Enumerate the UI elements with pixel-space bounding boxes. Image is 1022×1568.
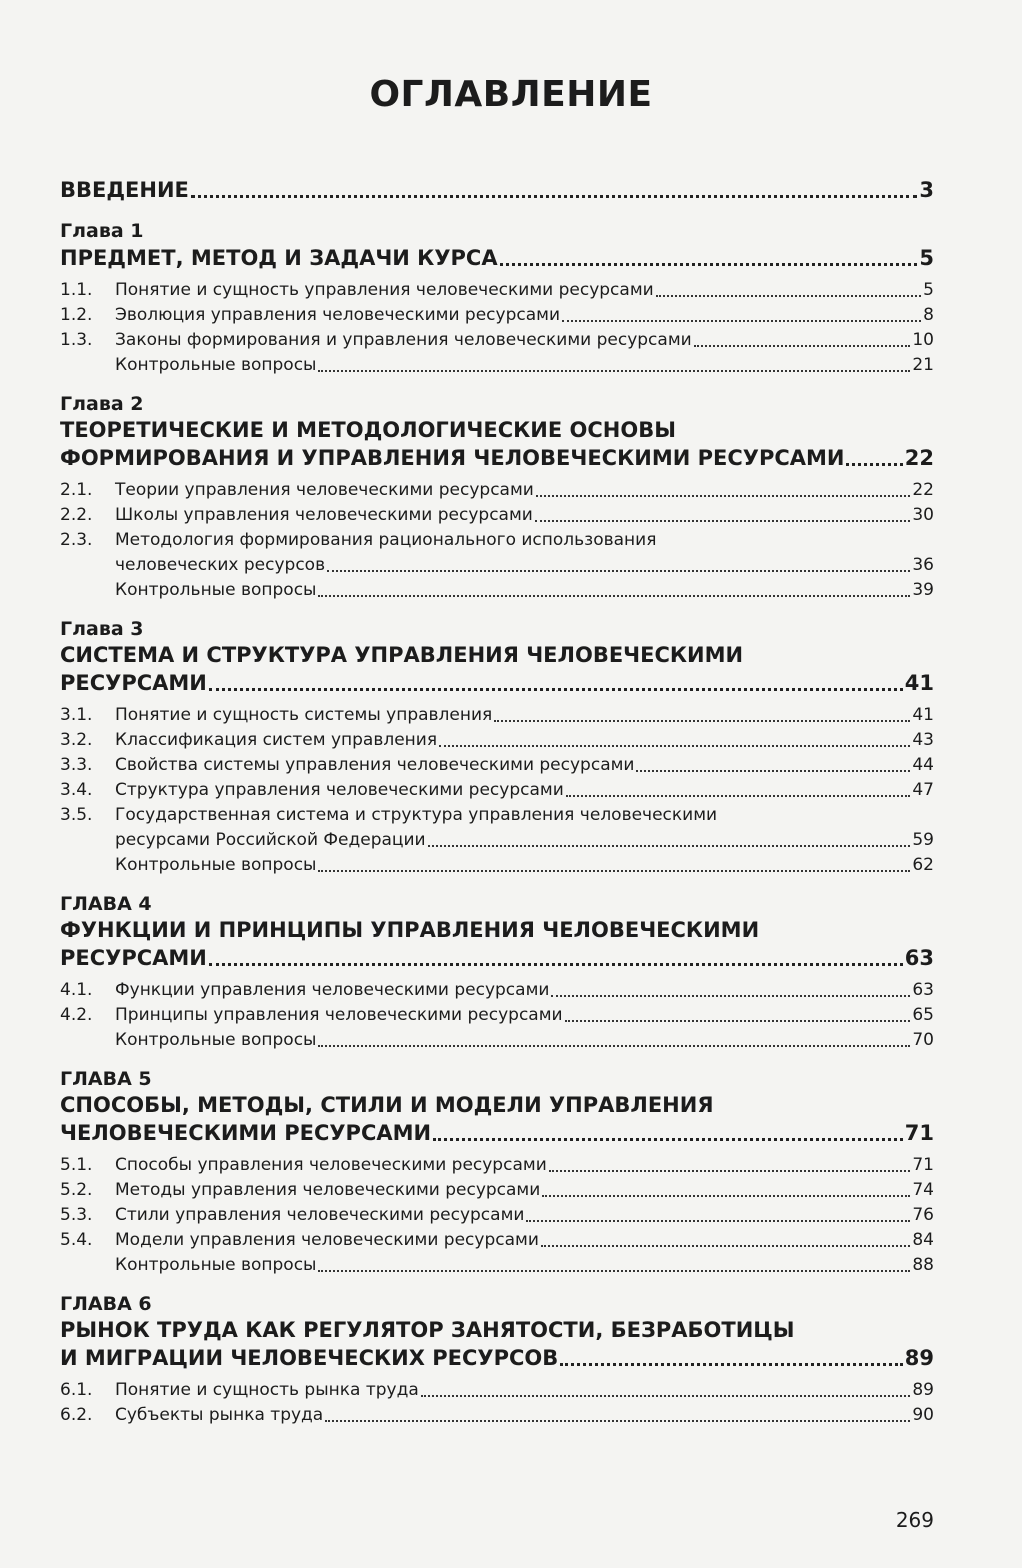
- section-page: 88: [912, 1255, 934, 1275]
- section-number: 6.1.: [60, 1380, 93, 1400]
- dot-leader: [565, 1020, 911, 1022]
- section-page: 71: [912, 1155, 934, 1175]
- dot-leader: [191, 195, 917, 198]
- section-number: 1.2.: [60, 305, 93, 325]
- section-number: 3.5.: [60, 805, 93, 825]
- chapter-block: [60, 218, 934, 377]
- section-title: Понятие и сущность системы управления: [115, 705, 493, 725]
- section-title: человеческих ресурсов: [115, 555, 326, 575]
- section-title: Эволюция управления человеческими ресурсами: [115, 305, 561, 325]
- section-list: [60, 703, 934, 877]
- dot-leader: [428, 845, 911, 847]
- section-entry: [60, 1378, 934, 1402]
- chapter-list: [60, 218, 934, 1427]
- dot-leader: [433, 1138, 903, 1141]
- chapter-title: РЕСУРСАМИ: [60, 671, 207, 695]
- dot-leader: [318, 870, 910, 872]
- section-entry: [60, 478, 934, 502]
- section-entry: [60, 278, 934, 302]
- dot-leader: [209, 688, 903, 691]
- section-entry: [60, 1153, 934, 1177]
- section-page: 21: [912, 355, 934, 375]
- section-entry: [60, 303, 934, 327]
- chapter-title-entry: [60, 444, 934, 472]
- chapter-label: ГЛАВА 4: [60, 893, 152, 915]
- section-page: 63: [912, 980, 934, 1000]
- section-number: 6.2.: [60, 1405, 93, 1425]
- dot-leader: [551, 995, 910, 997]
- section-page: 84: [912, 1230, 934, 1250]
- section-list: [60, 978, 934, 1052]
- section-page: 41: [912, 705, 934, 725]
- chapter-title-entry: [60, 1119, 934, 1147]
- section-list: [60, 1378, 934, 1427]
- table-of-contents: [60, 176, 934, 1427]
- chapter-block: [60, 1291, 934, 1427]
- section-number: 3.3.: [60, 755, 93, 775]
- section-title: Стили управления человеческими ресурсами: [115, 1205, 525, 1225]
- chapter-title: ПРЕДМЕТ, МЕТОД И ЗАДАЧИ КУРСА: [60, 246, 498, 270]
- entry-page: 3: [919, 178, 934, 202]
- section-entry: [60, 578, 934, 602]
- section-title-line: Государственная система и структура управления человеческими: [115, 805, 718, 825]
- dot-leader: [500, 263, 918, 266]
- section-number: 5.4.: [60, 1230, 93, 1250]
- section-page: 65: [912, 1005, 934, 1025]
- section-title: Способы управления человеческими ресурсами: [115, 1155, 547, 1175]
- dot-leader: [636, 770, 910, 772]
- section-entry: [60, 353, 934, 377]
- section-number: 3.1.: [60, 705, 93, 725]
- section-list: [60, 1153, 934, 1277]
- dot-leader: [846, 463, 902, 466]
- section-entry: [60, 828, 934, 852]
- dot-leader: [439, 745, 910, 747]
- chapter-title-entry: [60, 1344, 934, 1372]
- section-page: 43: [912, 730, 934, 750]
- section-entry: [60, 553, 934, 577]
- chapter-label: ГЛАВА 6: [60, 1293, 152, 1315]
- section-entry-line: [60, 803, 934, 827]
- dot-leader: [542, 1195, 910, 1197]
- dot-leader: [327, 570, 910, 572]
- section-title: Законы формирования и управления человеческими ресурсами: [115, 330, 692, 350]
- section-page: 30: [912, 505, 934, 525]
- dot-leader: [535, 520, 911, 522]
- chapter-title: РЕСУРСАМИ: [60, 946, 207, 970]
- section-entry: [60, 978, 934, 1002]
- chapter-title-line: ТЕОРЕТИЧЕСКИЕ И МЕТОДОЛОГИЧЕСКИЕ ОСНОВЫ: [60, 418, 676, 442]
- chapter-title-line: РЫНОК ТРУДА КАК РЕГУЛЯТОР ЗАНЯТОСТИ, БЕЗРАБОТИЦЫ: [60, 1318, 795, 1342]
- section-page: 90: [912, 1405, 934, 1425]
- dot-leader: [566, 795, 911, 797]
- section-number: 2.1.: [60, 480, 93, 500]
- section-page: 74: [912, 1180, 934, 1200]
- section-entry-line: [60, 528, 934, 552]
- section-title: Принципы управления человеческими ресурсами: [115, 1005, 563, 1025]
- chapter-page: 22: [904, 446, 934, 470]
- section-entry: [60, 1028, 934, 1052]
- dot-leader: [656, 295, 921, 297]
- section-title: Контрольные вопросы: [115, 855, 317, 875]
- chapter-page: 71: [904, 1121, 934, 1145]
- section-number: 2.3.: [60, 530, 93, 550]
- section-number: 3.2.: [60, 730, 93, 750]
- section-title: Субъекты рынка труда: [115, 1405, 324, 1425]
- dot-leader: [536, 495, 911, 497]
- section-title: ресурсами Российской Федерации: [115, 830, 426, 850]
- dot-leader: [494, 720, 910, 722]
- section-number: 1.3.: [60, 330, 93, 350]
- section-number: 1.1.: [60, 280, 93, 300]
- dot-leader: [325, 1420, 910, 1422]
- section-title: Контрольные вопросы: [115, 1255, 317, 1275]
- section-title-line: Методология формирования рационального использования: [115, 530, 657, 550]
- section-page: 89: [912, 1380, 934, 1400]
- dot-leader: [560, 1363, 903, 1366]
- section-number: 4.1.: [60, 980, 93, 1000]
- chapter-title-line: СИСТЕМА И СТРУКТУРА УПРАВЛЕНИЯ ЧЕЛОВЕЧЕСКИМИ: [60, 643, 744, 667]
- chapter-title: И МИГРАЦИИ ЧЕЛОВЕЧЕСКИХ РЕСУРСОВ: [60, 1346, 559, 1370]
- chapter-page: 41: [904, 671, 934, 695]
- chapter-page: 63: [904, 946, 934, 970]
- section-page: 76: [912, 1205, 934, 1225]
- section-entry: [60, 1178, 934, 1202]
- section-entry: [60, 503, 934, 527]
- section-page: 70: [912, 1030, 934, 1050]
- section-page: 47: [912, 780, 934, 800]
- chapter-title-entry: [60, 244, 934, 272]
- chapter-title-line: ФУНКЦИИ И ПРИНЦИПЫ УПРАВЛЕНИЯ ЧЕЛОВЕЧЕСКИМИ: [60, 918, 760, 942]
- section-entry: [60, 853, 934, 877]
- section-entry: [60, 1403, 934, 1427]
- section-title: Модели управления человеческими ресурсами: [115, 1230, 539, 1250]
- chapter-title-line: СПОСОБЫ, МЕТОДЫ, СТИЛИ И МОДЕЛИ УПРАВЛЕНИЯ: [60, 1093, 714, 1117]
- chapter-title: ЧЕЛОВЕЧЕСКИМИ РЕСУРСАМИ: [60, 1121, 432, 1145]
- chapter-label: Глава 3: [60, 618, 144, 640]
- section-entry: [60, 1253, 934, 1277]
- section-entry: [60, 753, 934, 777]
- chapter-page: 89: [904, 1346, 934, 1370]
- dot-leader: [526, 1220, 910, 1222]
- section-number: 3.4.: [60, 780, 93, 800]
- section-number: 4.2.: [60, 1005, 93, 1025]
- section-page: 8: [923, 305, 934, 325]
- section-entry: [60, 1003, 934, 1027]
- dot-leader: [318, 595, 910, 597]
- dot-leader: [562, 320, 921, 322]
- chapter-label: Глава 2: [60, 393, 144, 415]
- section-title: Свойства системы управления человеческими ресурсами: [115, 755, 635, 775]
- section-page: 44: [912, 755, 934, 775]
- section-title: Школы управления человеческими ресурсами: [115, 505, 533, 525]
- section-title: Контрольные вопросы: [115, 1030, 317, 1050]
- section-number: 5.1.: [60, 1155, 93, 1175]
- chapter-title-entry: [60, 669, 934, 697]
- dot-leader: [318, 370, 910, 372]
- section-list: [60, 278, 934, 377]
- dot-leader: [318, 1045, 910, 1047]
- section-title: Контрольные вопросы: [115, 580, 317, 600]
- toc-entry-introduction: [60, 176, 934, 204]
- section-page: 22: [912, 480, 934, 500]
- section-page: 5: [923, 280, 934, 300]
- dot-leader: [541, 1245, 910, 1247]
- chapter-page: 5: [919, 246, 934, 270]
- section-title: Понятие и сущность рынка труда: [115, 1380, 419, 1400]
- dot-leader: [694, 345, 911, 347]
- section-entry: [60, 778, 934, 802]
- section-page: 36: [912, 555, 934, 575]
- dot-leader: [318, 1270, 910, 1272]
- section-list: [60, 478, 934, 602]
- chapter-title-entry: [60, 944, 934, 972]
- section-entry: [60, 728, 934, 752]
- page-number: 269: [895, 1508, 934, 1532]
- chapter-block: [60, 391, 934, 602]
- section-title: Классификация систем управления: [115, 730, 438, 750]
- chapter-block: [60, 1066, 934, 1277]
- chapter-label: ГЛАВА 5: [60, 1068, 152, 1090]
- section-number: 5.3.: [60, 1205, 93, 1225]
- section-title: Теории управления человеческими ресурсами: [115, 480, 534, 500]
- section-number: 2.2.: [60, 505, 93, 525]
- section-page: 39: [912, 580, 934, 600]
- section-title: Методы управления человеческими ресурсами: [115, 1180, 541, 1200]
- section-entry: [60, 328, 934, 352]
- section-page: 62: [912, 855, 934, 875]
- section-page: 59: [912, 830, 934, 850]
- section-title: Понятие и сущность управления человеческими ресурсами: [115, 280, 654, 300]
- dot-leader: [209, 963, 903, 966]
- chapter-block: [60, 616, 934, 877]
- page-title: ОГЛАВЛЕНИЕ: [369, 74, 653, 115]
- section-number: 5.2.: [60, 1180, 93, 1200]
- chapter-block: [60, 891, 934, 1052]
- section-page: 10: [912, 330, 934, 350]
- chapter-title: ФОРМИРОВАНИЯ И УПРАВЛЕНИЯ ЧЕЛОВЕЧЕСКИМИ РЕСУРСАМИ: [60, 446, 845, 470]
- dot-leader: [421, 1395, 911, 1397]
- section-entry: [60, 1203, 934, 1227]
- section-title: Функции управления человеческими ресурсами: [115, 980, 550, 1000]
- entry-title: ВВЕДЕНИЕ: [60, 178, 189, 202]
- section-title: Контрольные вопросы: [115, 355, 317, 375]
- dot-leader: [549, 1170, 911, 1172]
- chapter-label: Глава 1: [60, 220, 144, 242]
- section-entry: [60, 703, 934, 727]
- section-entry: [60, 1228, 934, 1252]
- section-title: Структура управления человеческими ресурсами: [115, 780, 564, 800]
